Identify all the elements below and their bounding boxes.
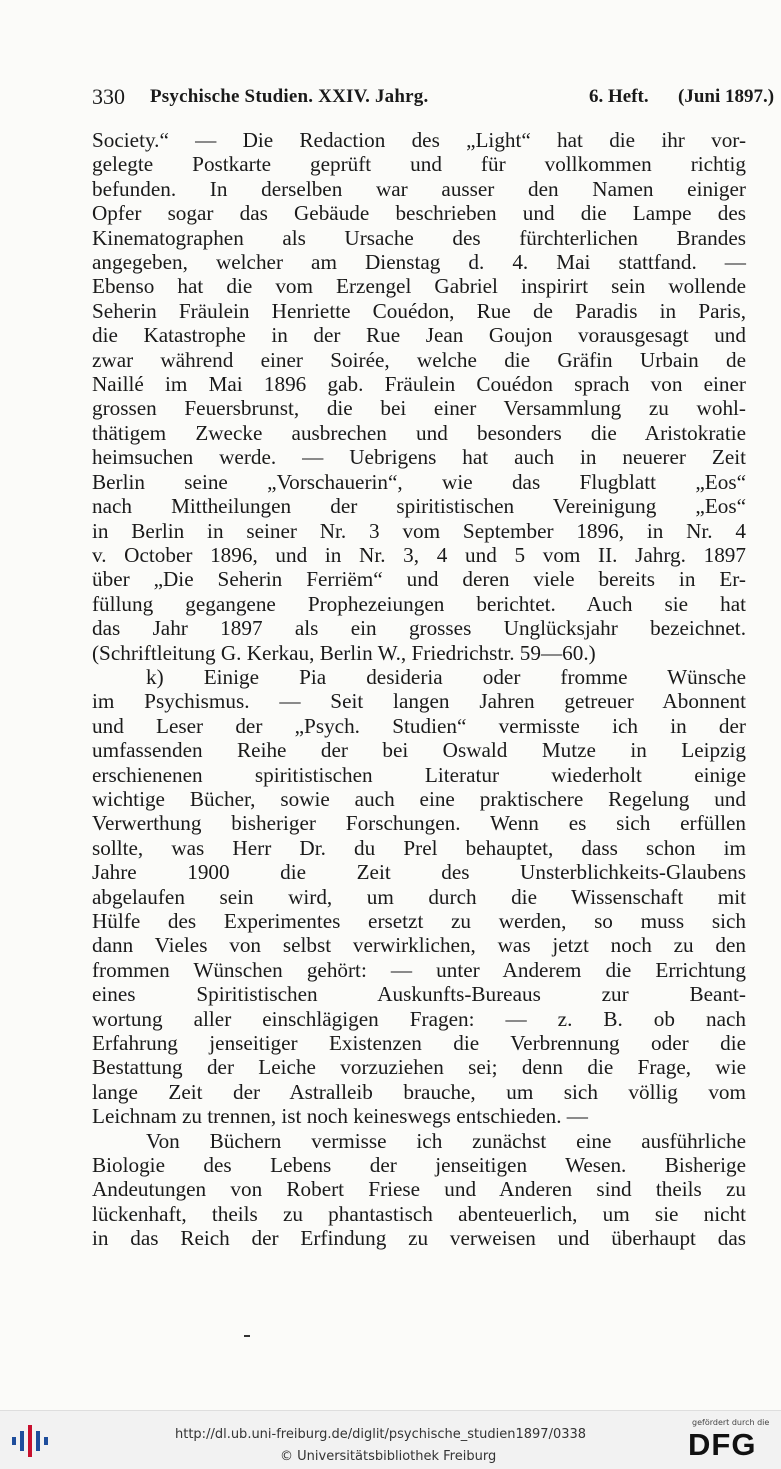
dfg-caption: gefördert durch die xyxy=(692,1418,770,1427)
copyright-notice: © Universitätsbibliothek Freiburg xyxy=(280,1449,497,1464)
body-text xyxy=(92,128,746,1251)
text-line: füllung gegangene Prophezeiungen berichtet. Auch sie hat xyxy=(92,591,746,616)
text-line: befunden. In derselben war ausser den Namen einiger xyxy=(92,176,746,201)
ink-speck xyxy=(244,1335,250,1337)
text-line: lange Zeit der Astralleib brauche, um sich völlig vom xyxy=(92,1079,746,1104)
section-heading-line: k) Einige Pia desideria oder fromme Wünsche xyxy=(146,664,746,689)
text-line: Opfer sogar das Gebäude beschrieben und die Lampe des xyxy=(92,201,746,226)
text-line: abgelaufen sein wird, um durch die Wissenschaft mit xyxy=(92,884,746,909)
text-line: Jahre 1900 die Zeit des Unsterblichkeits-Glaubens xyxy=(92,860,746,885)
text-line: in das Reich der Erfindung zu verweisen und überhaupt das xyxy=(92,1226,746,1251)
text-line: eines Spiritistischen Auskunfts-Bureaus zur Beant- xyxy=(92,982,746,1007)
text-line: Bestattung der Leiche vorzuziehen sei; denn die Frage, wie xyxy=(92,1055,746,1080)
text-line: in Berlin in seiner Nr. 3 vom September 1896, in Nr. 4 xyxy=(92,518,746,543)
library-logo-icon xyxy=(10,1423,50,1459)
text-line: lückenhaft, theils zu phantastisch abenteuerlich, um sie nicht xyxy=(92,1201,746,1226)
text-line: Naillé im Mai 1896 gab. Fräulein Couédon sprach von einer xyxy=(92,372,746,397)
running-title: Psychische Studien. XXIV. Jahrg. xyxy=(150,86,429,107)
text-line: frommen Wünschen gehört: — unter Anderem die Errichtung xyxy=(92,957,746,982)
running-header xyxy=(92,84,775,114)
text-line: thätigem Zwecke ausbrechen und besonders die Aristokratie xyxy=(92,420,746,445)
text-line: Hülfe des Experimentes ersetzt zu werden, so muss sich xyxy=(92,909,746,933)
text-line: Andeutungen von Robert Friese und Anderen sind theils zu xyxy=(92,1177,746,1202)
dfg-logo: DFG xyxy=(688,1427,757,1462)
text-line: nach Mittheilungen der spiritistischen Vereinigung „Eos“ xyxy=(92,494,746,519)
text-line: Berlin seine „Vorschauerin“, wie das Flugblatt „Eos“ xyxy=(92,469,746,494)
page-number: 330 xyxy=(92,84,125,109)
text-line: Biologie des Lebens der jenseitigen Wesen. Bisherige xyxy=(92,1153,746,1178)
text-line: Kinematographen als Ursache des fürchterlichen Brandes xyxy=(92,225,746,250)
text-line: angegeben, welcher am Dienstag d. 4. Mai stattfand. — xyxy=(92,250,746,275)
text-line: umfassenden Reihe der bei Oswald Mutze in Leipzig xyxy=(92,738,746,763)
issue-number: 6. Heft. xyxy=(589,86,649,107)
issue-date: (Juni 1897.) xyxy=(678,86,775,107)
text-line: Verwerthung bisheriger Forschungen. Wenn es sich erfüllen xyxy=(92,811,746,836)
text-line: Society.“ — Die Redaction des „Light“ hat die ihr vor- xyxy=(92,128,746,152)
text-line: Leichnam zu trennen, ist noch keineswegs entschieden. — xyxy=(92,1104,588,1129)
text-line: gelegte Postkarte geprüft und für vollkommen richtig xyxy=(92,152,746,177)
text-line: Von Büchern vermisse ich zunächst eine ausführliche xyxy=(146,1128,746,1153)
permalink-url[interactable]: http://dl.ub.uni-freiburg.de/diglit/psychische_studien1897/0338 xyxy=(175,1427,587,1442)
text-line: Seherin Fräulein Henriette Couédon, Rue de Paradis in Paris, xyxy=(92,298,746,323)
text-line: zwar während einer Soirée, welche die Gräfin Urbain de xyxy=(92,347,746,372)
text-line: grossen Feuersbrunst, die bei einer Versammlung zu wohl- xyxy=(92,396,746,421)
text-line: wichtige Bücher, sowie auch eine praktischere Regelung und xyxy=(92,786,746,811)
text-line: sollte, was Herr Dr. du Prel behauptet, dass schon im xyxy=(92,835,746,860)
text-line: heimsuchen werde. — Uebrigens hat auch in neuerer Zeit xyxy=(92,445,746,470)
text-line: die Katastrophe in der Rue Jean Goujon vorausgesagt und xyxy=(92,323,746,348)
text-line: Erfahrung jenseitiger Existenzen die Verbrennung oder die xyxy=(92,1031,746,1056)
text-line: Ebenso hat die vom Erzengel Gabriel inspirirt sein wollende xyxy=(92,274,746,299)
text-line: wortung aller einschlägigen Fragen: — z. B. ob nach xyxy=(92,1006,746,1031)
text-line: v. October 1896, und in Nr. 3, 4 und 5 vom II. Jahrg. 1897 xyxy=(92,542,746,567)
text-line: und Leser der „Psych. Studien“ vermisste ich in der xyxy=(92,713,746,738)
text-line: das Jahr 1897 als ein grosses Unglücksjahr bezeichnet. xyxy=(92,616,746,641)
viewer-footer xyxy=(0,1410,781,1469)
text-line: im Psychismus. — Seit langen Jahren getreuer Abonnent xyxy=(92,689,746,714)
text-line: über „Die Seherin Ferriëm“ und deren viele bereits in Er- xyxy=(92,567,746,592)
text-line: (Schriftleitung G. Kerkau, Berlin W., Friedrichstr. 59—60.) xyxy=(92,640,596,665)
text-line: dann Vieles von selbst verwirklichen, was jetzt noch zu den xyxy=(92,933,746,958)
text-line: erschienenen spiritistischen Literatur wiederholt einige xyxy=(92,762,746,787)
